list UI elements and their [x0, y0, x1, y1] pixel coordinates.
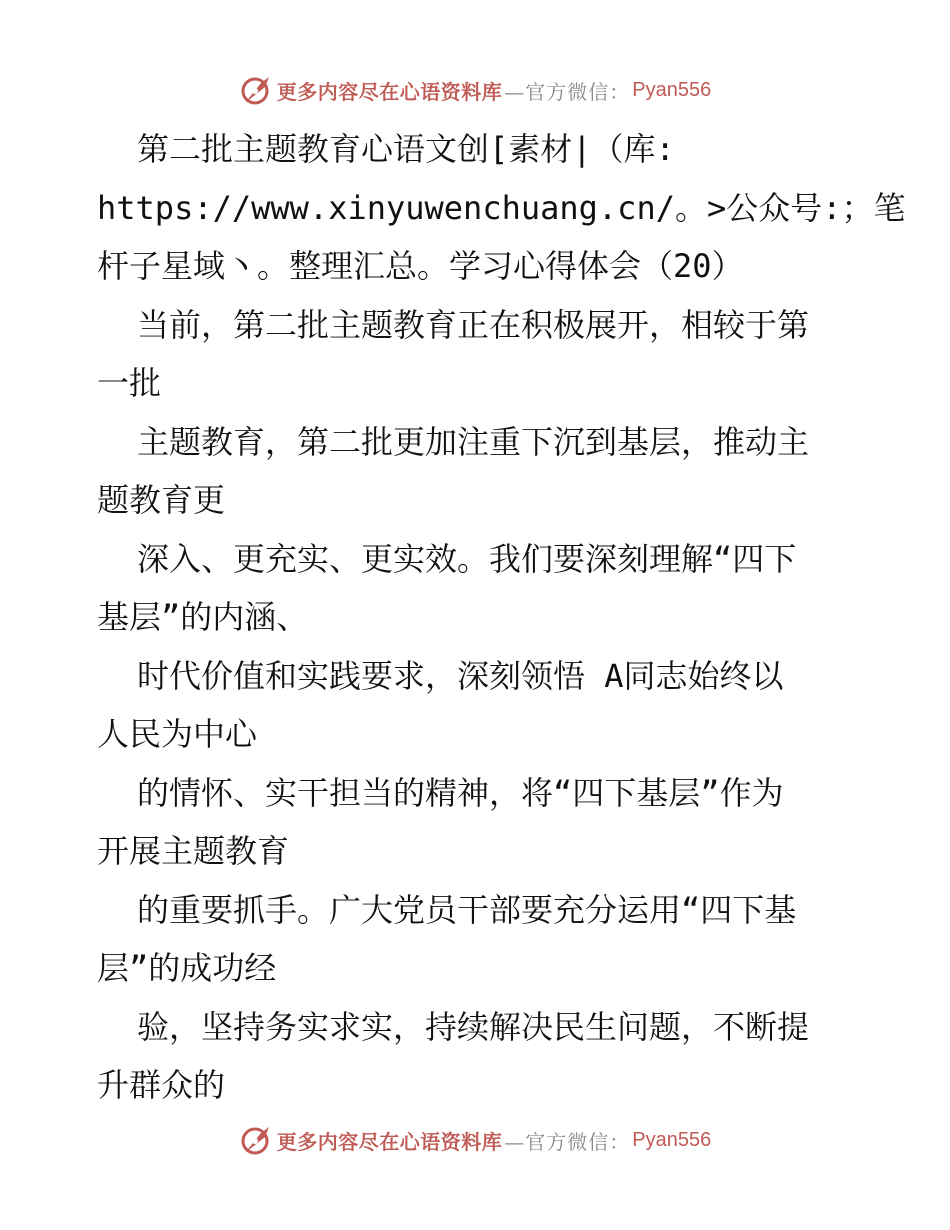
- footer-banner[interactable]: [0, 1120, 950, 1160]
- text-line: 当前，第二批主题教育正在积极展开，相较于第: [137, 305, 810, 344]
- quill-logo-icon: [239, 1123, 273, 1157]
- footer-wechat-id: Pyan556: [632, 1128, 712, 1151]
- text-line: 人民为中心: [97, 715, 258, 753]
- text-line: 基层”的内涵、: [97, 598, 309, 636]
- text-line: 主题教育，第二批更加注重下沉到基层，推动主: [137, 422, 810, 461]
- text-line: 深入、更充实、更实效。我们要深刻理解“四下: [137, 539, 797, 578]
- text-line: 层”的成功经: [97, 949, 277, 987]
- header-banner-text: 更多内容尽在心语资料库: [276, 79, 503, 104]
- header-wechat-id: Pyan556: [632, 78, 712, 101]
- document-body: [97, 120, 906, 1115]
- text-line: 杆子星域丶。整理汇总。学习心得体会（20）: [97, 247, 744, 285]
- text-line: 的情怀、实干担当的精神，将“四下基层”作为: [137, 773, 784, 812]
- text-line: 第二批主题教育心语文创[素材|（库:: [137, 130, 675, 168]
- text-line: 的重要抓手。广大党员干部要充分运用“四下基: [137, 890, 797, 929]
- header-banner[interactable]: [0, 70, 950, 110]
- footer-banner-dash: —官方微信：: [504, 1129, 631, 1154]
- quill-logo-icon: [239, 73, 273, 107]
- text-line: 升群众的: [97, 1066, 226, 1104]
- footer-banner-text: 更多内容尽在心语资料库: [276, 1129, 503, 1154]
- text-line: 开展主题教育: [97, 832, 290, 870]
- text-line: https://www.xinyuwenchuang.cn/。>公众号:；笔: [97, 188, 906, 227]
- text-line: 时代价值和实践要求，深刻领悟 A同志始终以: [137, 656, 784, 695]
- text-line: 验，坚持务实求实，持续解决民生问题，不断提: [137, 1007, 810, 1046]
- text-line: 一批: [97, 364, 162, 402]
- text-line: 题教育更: [97, 481, 226, 519]
- header-banner-dash: —官方微信：: [504, 79, 631, 104]
